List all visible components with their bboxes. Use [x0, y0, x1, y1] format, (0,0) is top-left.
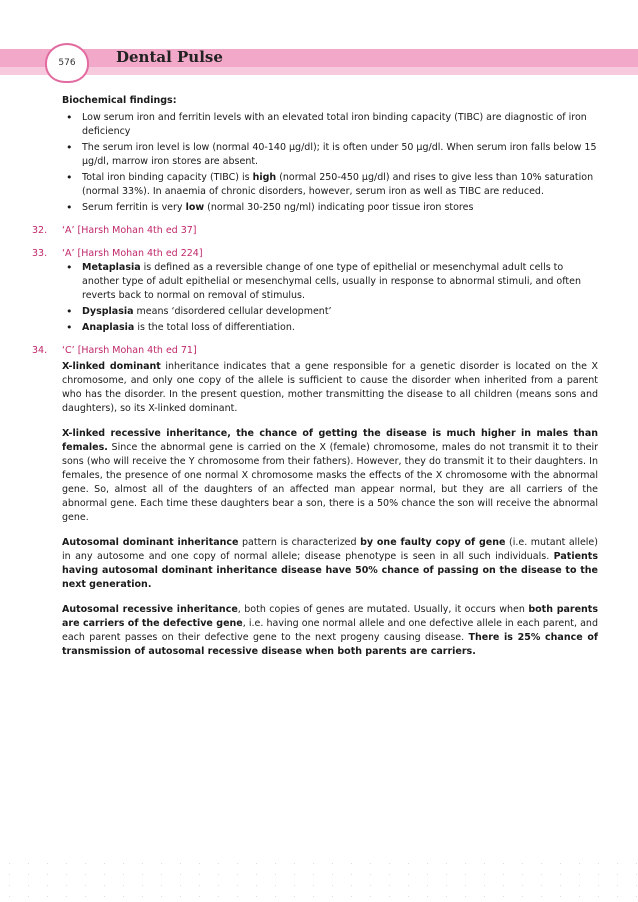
list-item-text: Low serum iron and ferritin levels with an elevated total iron binding capacity (TIBC) are diagnostic of iron deficiency — [82, 112, 587, 137]
page-content — [32, 94, 598, 659]
paragraph-autosomal-dominant — [62, 536, 598, 592]
emphasis: There is 25% chance of transmission of autosomal recessive disease when both parents are carriers. — [62, 632, 599, 657]
list-item — [32, 261, 598, 303]
paragraph-text: Since the abnormal gene is carried on the X (female) chromosome, males do not transmit it to their sons (who will receive the Y chromosome from their fathers). However, they do transmit it to their daughters. In females, the presence of one normal X chromosome masks the effects of the X chromosome with the abnormal gene. So, almost all of the daughters of an affected man appear normal, but they are all carriers of the abnormal gene. Each time these daughters bear a son, there is a 50% chance the son will receive the abnormal gene. — [62, 442, 598, 523]
answer-reference: ‘A’ [Harsh Mohan 4th ed 224] — [62, 248, 203, 259]
paragraph-x-linked-dominant — [62, 360, 598, 416]
list-item — [32, 141, 598, 169]
paragraph-text: (i.e. mutant allele) in any autosome and one copy of normal allele; disease phenotype is seen in all such individuals. — [62, 537, 598, 562]
answer-33 — [32, 247, 598, 261]
paragraph-text: inheritance indicates that a gene responsible for a genetic disorder is located on the X chromosome, and only one copy of the allele is sufficient to cause the disorder when inherited from a parent who has the disorder. In the present question, mother transmitting the disease to all children (means sons and daughters), so its X-linked dominant. — [62, 361, 598, 414]
paragraph-text: pattern is characterized — [238, 537, 361, 548]
term: X-linked dominant — [62, 361, 161, 372]
paragraph-text: , i.e. having one normal allele and one defective allele in each parent, and each parent passes on their defective gene to the next progeny causing disease. — [62, 618, 598, 643]
biochemical-list — [32, 111, 598, 215]
answer-number: 32. — [32, 225, 48, 236]
list-item-text: Serum ferritin is very — [82, 202, 186, 213]
answer-33-list — [32, 261, 598, 335]
paragraph-x-linked-recessive — [62, 427, 598, 525]
list-item-text: is defined as a reversible change of one type of epithelial or mesenchymal adult cells to another type of adult epithelial or mesenchymal cells, usually in response to abnormal stimuli, and often reverts back to normal on removal of stimulus. — [82, 262, 581, 301]
emphasis: both parents are carriers of the defective gene — [62, 604, 598, 629]
list-item — [32, 111, 598, 139]
term: Metaplasia — [82, 262, 141, 273]
list-item — [32, 201, 598, 215]
list-item-text: is the total loss of differentiation. — [134, 322, 295, 333]
list-item-text: means ‘disordered cellular development’ — [133, 306, 332, 317]
header-band-lower — [0, 67, 638, 75]
list-item-text: The serum iron level is low (normal 40-140 μg/dl); it is often under 50 μg/dl. When serum iron falls below 15 μg/dl, marrow iron stores are absent. — [82, 142, 597, 167]
term: Autosomal dominant inheritance — [62, 537, 239, 548]
biochemical-heading: Biochemical findings: — [62, 95, 177, 106]
page-number-badge — [45, 43, 89, 83]
term: Anaplasia — [82, 322, 135, 333]
answer-number: 33. — [32, 248, 48, 259]
answer-reference: ‘C’ [Harsh Mohan 4th ed 71] — [62, 345, 197, 356]
running-head-title: Dental Pulse — [116, 48, 223, 66]
answer-32 — [32, 224, 598, 238]
answer-34 — [32, 344, 598, 358]
term: X-linked recessive inheritance, the chance of getting the disease is much higher in males than females. — [62, 428, 598, 453]
answer-reference: ‘A’ [Harsh Mohan 4th ed 37] — [62, 225, 197, 236]
emphasis: Patients having autosomal dominant inheritance disease have 50% chance of passing on the disease to the next generation. — [62, 551, 598, 590]
list-item — [32, 305, 598, 319]
term: Autosomal recessive inheritance — [62, 604, 238, 615]
list-item — [32, 171, 598, 199]
answer-number: 34. — [32, 345, 48, 356]
list-item — [32, 321, 598, 335]
page-number: 576 — [58, 58, 76, 68]
running-head — [116, 48, 223, 66]
emphasis: by one faulty copy of gene — [360, 537, 506, 548]
emphasis: low — [185, 202, 205, 213]
emphasis: high — [252, 172, 277, 183]
term: Dysplasia — [82, 306, 134, 317]
list-item-text: (normal 250-450 μg/dl) and rises to give less than 10% saturation (normal 33%). In anaemia of chronic disorders, however, serum iron as well as TIBC are reduced. — [82, 172, 594, 197]
paragraph-autosomal-recessive — [62, 603, 598, 659]
list-item-text: Total iron binding capacity (TIBC) is — [82, 172, 253, 183]
paragraph-text: , both copies of genes are mutated. Usually, it occurs when — [237, 604, 529, 615]
header-band — [0, 49, 638, 67]
list-item-text: (normal 30-250 ng/ml) indicating poor tissue iron stores — [204, 202, 474, 213]
scan-noise-footer — [0, 858, 638, 902]
